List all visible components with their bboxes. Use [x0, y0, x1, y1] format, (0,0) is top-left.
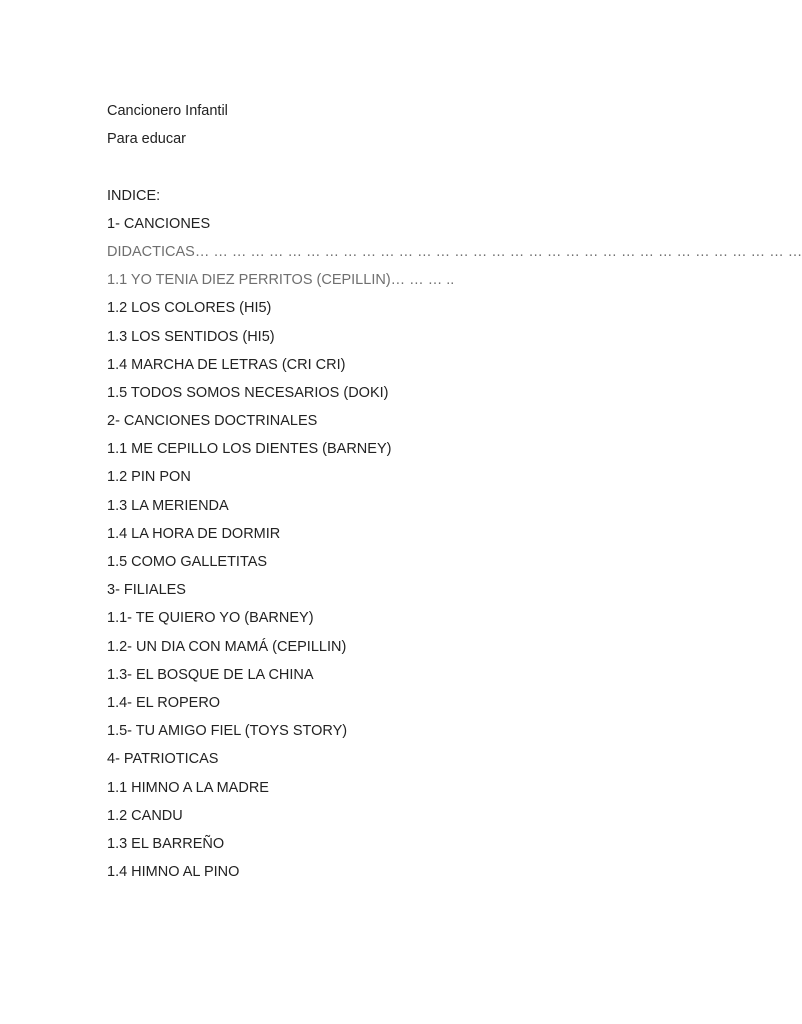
index-entry: 4- PATRIOTICAS [107, 751, 219, 768]
index-entry: 1.2 CANDU [107, 807, 183, 824]
index-entry: 1.2 LOS COLORES (HI5) [107, 300, 272, 317]
index-entry: 1.1 YO TENIA DIEZ PERRITOS (CEPILLIN)… … … .. [107, 272, 455, 289]
index-entry: 1.5- TU AMIGO FIEL (TOYS STORY) [107, 723, 348, 740]
index-entry: 1.1 HIMNO A LA MADRE [107, 779, 269, 796]
index-entry: 1.2 PIN PON [107, 469, 191, 486]
index-entry: 1.3 LOS SENTIDOS (HI5) [107, 328, 275, 345]
index-entry: 1.4 HIMNO AL PINO [107, 864, 240, 881]
index-entry: 1.5 TODOS SOMOS NECESARIOS (DOKI) [107, 384, 389, 401]
document-subtitle: Para educar [107, 131, 186, 148]
index-entry: 1.1- TE QUIERO YO (BARNEY) [107, 610, 314, 627]
index-entry: 1.3 EL BARREÑO [107, 835, 225, 852]
index-list [107, 210, 802, 887]
index-entry: 1.3- EL BOSQUE DE LA CHINA [107, 666, 314, 683]
index-entry: DIDACTICAS… … … … … … … … … … … … … … … … … … … … … … … … … … … … … … … … … [107, 243, 802, 260]
blank-line [107, 153, 727, 181]
index-entry: 1.4- EL ROPERO [107, 694, 221, 711]
index-entry: 3- FILIALES [107, 582, 186, 599]
document-content [107, 97, 802, 886]
index-entry: 2- CANCIONES DOCTRINALES [107, 413, 318, 430]
index-entry: 1.1 ME CEPILLO LOS DIENTES (BARNEY) [107, 441, 392, 458]
index-entry: 1.4 LA HORA DE DORMIR [107, 525, 281, 542]
index-entry: 1.3 LA MERIENDA [107, 497, 229, 514]
index-heading: INDICE: [107, 187, 161, 204]
index-entry: 1.4 MARCHA DE LETRAS (CRI CRI) [107, 356, 346, 373]
index-entry: 1.2- UN DIA CON MAMÁ (CEPILLIN) [107, 638, 347, 655]
index-entry: 1- CANCIONES [107, 215, 211, 232]
document-title: Cancionero Infantil [107, 103, 228, 119]
index-entry: 1.5 COMO GALLETITAS [107, 554, 268, 570]
